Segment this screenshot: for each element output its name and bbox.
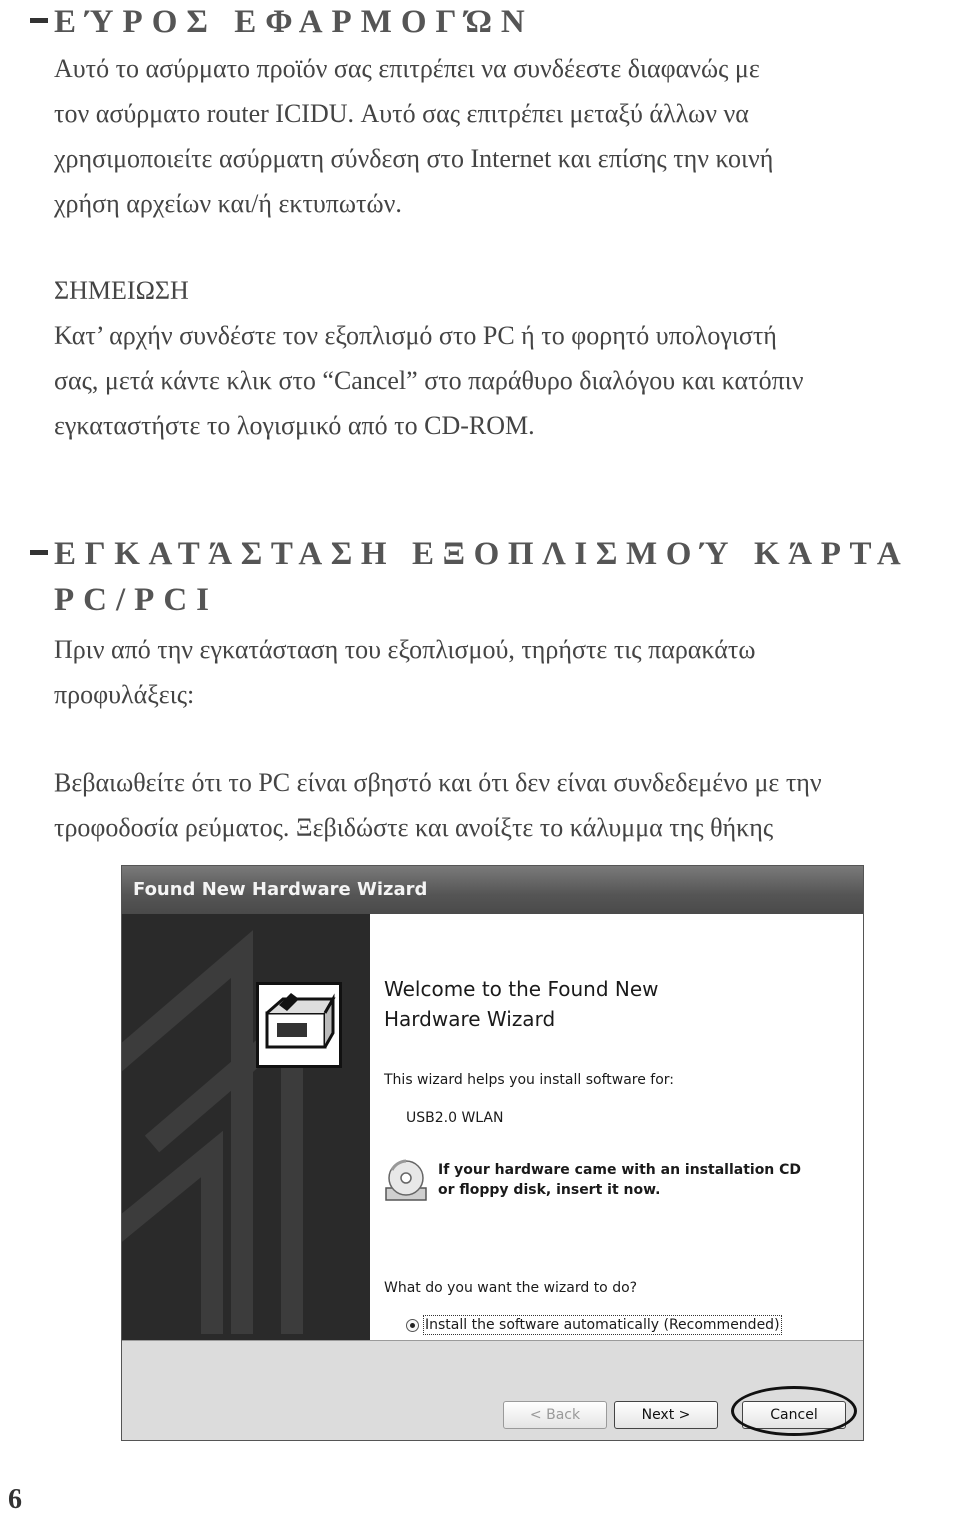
wizard-side-banner: [122, 914, 370, 1340]
paragraph-line: χρήση αρχείων και/ή εκτυπωτών.: [54, 189, 402, 218]
option-label[interactable]: Install the software automatically (Recommended): [425, 1317, 780, 1333]
note-paragraph: [54, 313, 954, 448]
cd-text-line: or floppy disk, insert it now.: [438, 1182, 661, 1198]
heading-text: ΕΎΡΟΣ ΕΦΑΡΜΟΓΏΝ: [54, 4, 534, 40]
wizard-button-bar: [122, 1340, 863, 1441]
section-heading-application-scope: [30, 6, 534, 39]
wizard-heading-line: Welcome to the Found New: [384, 977, 659, 1001]
paragraph-line: εγκαταστήστε το λογισμικό από το CD-ROM.: [54, 411, 535, 440]
section-heading-installation: [30, 538, 909, 571]
wizard-question: What do you want the wizard to do?: [384, 1280, 638, 1296]
found-new-hardware-wizard: [121, 865, 864, 1441]
paragraph-line: Αυτό το ασύρματο προϊόν σας επιτρέπει να συνδέεστε διαφανώς με: [54, 54, 760, 83]
heading-text: ΕΓΚΑΤΆΣΤΑΣΗ ΕΞΟΠΛΙΣΜΟΎ ΚΆΡΤΑ: [54, 536, 910, 572]
paragraph-line: Πριν από την εγκατάσταση του εξοπλισμού, τηρήστε τις παρακάτω: [54, 635, 756, 664]
page-number: 6: [8, 1484, 22, 1515]
option-install-automatically[interactable]: [406, 1317, 780, 1333]
paragraph-line: τον ασύρματο router ICIDU. Αυτό σας επιτρέπει μεταξύ άλλων να: [54, 99, 749, 128]
hardware-wizard-icon: [256, 982, 342, 1068]
cd-instruction-text: [438, 1160, 801, 1200]
paragraph-line: Κατ’ αρχήν συνδέστε τον εξοπλισμό στο PC ή το φορητό υπολογιστή: [54, 321, 777, 350]
cd-text-line: If your hardware came with an installation CD: [438, 1162, 802, 1178]
banner-decoration: [122, 914, 370, 1340]
heading-dash: [30, 18, 48, 23]
heading-dash: [30, 550, 48, 555]
wizard-titlebar[interactable]: Found New Hardware Wizard: [122, 866, 863, 914]
wizard-content: [370, 914, 863, 1340]
paragraph-line: προφυλάξεις:: [54, 680, 195, 709]
next-button[interactable]: Next >: [614, 1401, 718, 1429]
section-heading-installation-cont: PC/PCI: [54, 582, 218, 618]
paragraph-line: σας, μετά κάντε κλικ στο “Cancel” στο παράθυρο διαλόγου και κατόπιν: [54, 366, 804, 395]
intro-paragraph: [54, 46, 954, 226]
device-name: USB2.0 WLAN: [406, 1110, 504, 1126]
cancel-highlight-circle: [731, 1386, 857, 1436]
note-label: ΣΗΜΕΙΩΣΗ: [54, 276, 189, 305]
wizard-heading: [384, 974, 659, 1034]
cd-drive-icon: [384, 1158, 432, 1206]
precautions-paragraph: [54, 627, 954, 717]
wizard-heading-line: Hardware Wizard: [384, 1007, 556, 1031]
paragraph-line: χρησιμοποιείτε ασύρματη σύνδεση στο Internet και επίσης την κοινή: [54, 144, 774, 173]
paragraph-line: τροφοδοσία ρεύματος. Ξεβιδώστε και ανοίξτε το κάλυμμα της θήκης: [54, 813, 774, 842]
paragraph-line: Βεβαιωθείτε ότι το PC είναι σβηστό και ότι δεν είναι συνδεδεμένο με την: [54, 768, 822, 797]
back-button[interactable]: < Back: [503, 1401, 607, 1429]
wizard-intro-text: This wizard helps you install software for:: [384, 1072, 675, 1088]
radio-button-selected[interactable]: [406, 1319, 419, 1332]
cancel-button[interactable]: Cancel: [742, 1401, 846, 1429]
power-off-paragraph: [54, 760, 954, 850]
